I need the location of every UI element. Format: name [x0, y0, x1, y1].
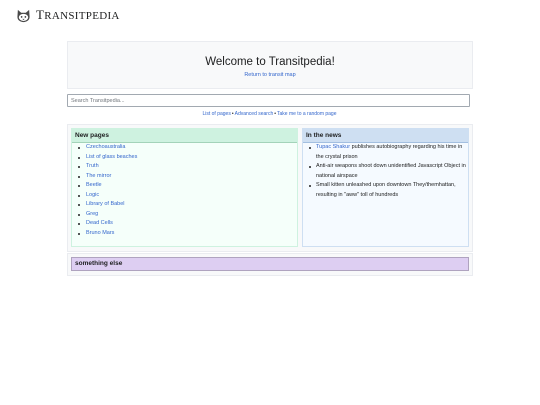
search-links [67, 111, 472, 118]
list-item [72, 143, 297, 153]
site-name-initial: T [36, 7, 45, 22]
list-item [72, 172, 297, 182]
in-the-news-heading: In the news [303, 129, 468, 143]
page-link[interactable]: Bruno Mars [86, 229, 115, 236]
page-link[interactable]: Czechoaustralia [86, 144, 126, 150]
news-text: publishes autobiography regarding his time in the crystal prison [316, 144, 463, 160]
new-pages-list [72, 143, 297, 238]
page-link[interactable]: List of glass beaches [86, 153, 138, 160]
in-the-news-panel [302, 128, 469, 247]
news-list [303, 143, 468, 200]
welcome-box [67, 41, 473, 89]
news-item [303, 162, 468, 181]
news-item [303, 181, 468, 200]
news-text: Anti-air weapons shoot down unidentified Javascript Object in national airspace [316, 163, 466, 179]
welcome-title: Welcome to Transitpedia! [205, 56, 335, 68]
search-input[interactable] [67, 94, 470, 107]
list-of-pages-link[interactable]: List of pages [202, 111, 231, 117]
list-item [72, 181, 297, 191]
separator: • [274, 111, 277, 117]
list-item [72, 210, 297, 220]
site-name-rest: RANSITPEDIA [44, 10, 120, 22]
list-item [72, 200, 297, 210]
page-link[interactable]: Greg [86, 210, 99, 217]
new-pages-heading: New pages [72, 129, 297, 143]
page-link[interactable]: Dead Cells [86, 220, 113, 226]
cat-icon[interactable] [16, 8, 31, 23]
site-name[interactable] [36, 7, 120, 23]
page-link[interactable]: Logic [86, 191, 100, 198]
something-else-heading: something else [71, 257, 469, 271]
list-item [72, 191, 297, 201]
random-page-link[interactable]: Take me to a random page [277, 111, 337, 117]
page-link[interactable]: Library of Babel [86, 201, 125, 207]
page-link[interactable]: The mirror [86, 172, 112, 179]
news-text: Small kitten unleashed upon downtown They/themhattan, resulting in "aww" toll of hundreds [316, 182, 456, 198]
page-link[interactable]: Beetle [86, 182, 102, 188]
news-link[interactable]: Tupac Shakur [316, 144, 351, 150]
something-else-box [67, 253, 473, 276]
new-pages-panel [71, 128, 298, 247]
separator: • [231, 111, 234, 117]
site-header[interactable] [16, 7, 120, 23]
advanced-search-link[interactable]: Advanced search [234, 111, 274, 117]
main-panels [67, 124, 473, 252]
return-to-map-link[interactable]: Return to transit map [244, 72, 296, 78]
page-link[interactable]: Truth [86, 163, 99, 169]
list-item [72, 153, 297, 163]
list-item [72, 229, 297, 239]
list-item [72, 219, 297, 229]
news-item [303, 143, 468, 162]
list-item [72, 162, 297, 172]
